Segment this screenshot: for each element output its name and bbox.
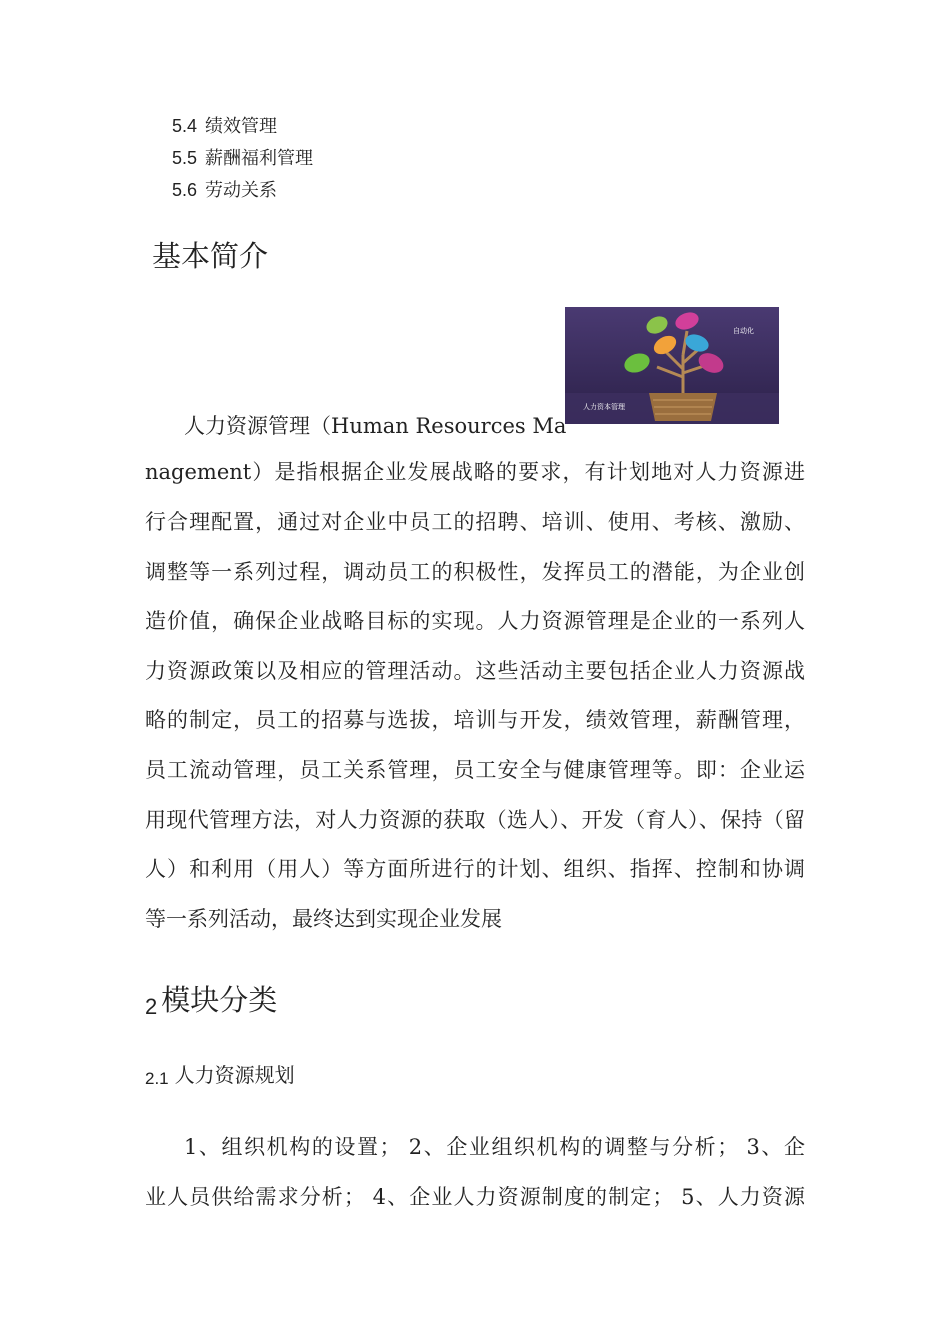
- figure-caption-left: 人力资本管理: [583, 403, 625, 411]
- toc-item-5-5[interactable]: [172, 146, 313, 171]
- intro-line: 等一系列活动，最终达到实现企业发展: [145, 907, 502, 931]
- subsection-number: 2.1: [145, 1069, 169, 1088]
- toc-label: 薪酬福利管理: [205, 148, 314, 169]
- toc-item-5-6[interactable]: [172, 178, 277, 203]
- intro-line: 人力资源管理（Human Resources Ma: [184, 414, 567, 438]
- section-number: 2: [145, 994, 158, 1019]
- toc-label: 绩效管理: [205, 116, 278, 137]
- section-title-intro: 基本简介: [152, 239, 269, 273]
- planning-line: 业人员供给需求分析； 4、企业人力资源制度的制定； 5、人力资源: [145, 1185, 805, 1209]
- intro-line: 造价值，确保企业战略目标的实现。人力资源管理是企业的一系列人: [145, 609, 805, 633]
- toc-number: 5.5: [172, 148, 198, 168]
- intro-line: 调整等一系列过程，调动员工的积极性，发挥员工的潜能，为企业创: [145, 560, 805, 584]
- toc-number: 5.6: [172, 180, 198, 200]
- hr-tree-figure: [565, 307, 779, 424]
- intro-line: 用现代管理方法，对人力资源的获取（选人）、开发（育人）、保持（留: [145, 808, 805, 832]
- intro-line: 人）和利用（用人）等方面所进行的计划、组织、指挥、控制和协调: [145, 857, 805, 881]
- intro-line: nagement）是指根据企业发展战略的要求，有计划地对人力资源进: [145, 460, 805, 484]
- subsection-title-planning: [145, 1061, 295, 1091]
- planning-line: 1、组织机构的设置； 2、企业组织机构的调整与分析； 3、企: [184, 1135, 805, 1159]
- intro-line: 行合理配置，通过对企业中员工的招聘、培训、使用、考核、激励、: [145, 510, 805, 534]
- subsection-title-text: 人力资源规划: [174, 1063, 295, 1087]
- hr-tree-illustration: [565, 307, 779, 424]
- section-title-modules: [145, 982, 277, 1021]
- toc-item-5-4[interactable]: [172, 114, 277, 139]
- section-title-text: 模块分类: [161, 983, 278, 1017]
- intro-line: 力资源政策以及相应的管理活动。这些活动主要包括企业人力资源战: [145, 659, 805, 683]
- intro-line: 略的制定，员工的招募与选拔，培训与开发，绩效管理，薪酬管理，: [145, 708, 805, 732]
- intro-line: 员工流动管理，员工关系管理，员工安全与健康管理等。即：企业运: [145, 758, 805, 782]
- figure-caption-right: 自动化: [733, 327, 754, 335]
- toc-label: 劳动关系: [205, 180, 278, 201]
- toc-number: 5.4: [172, 116, 198, 136]
